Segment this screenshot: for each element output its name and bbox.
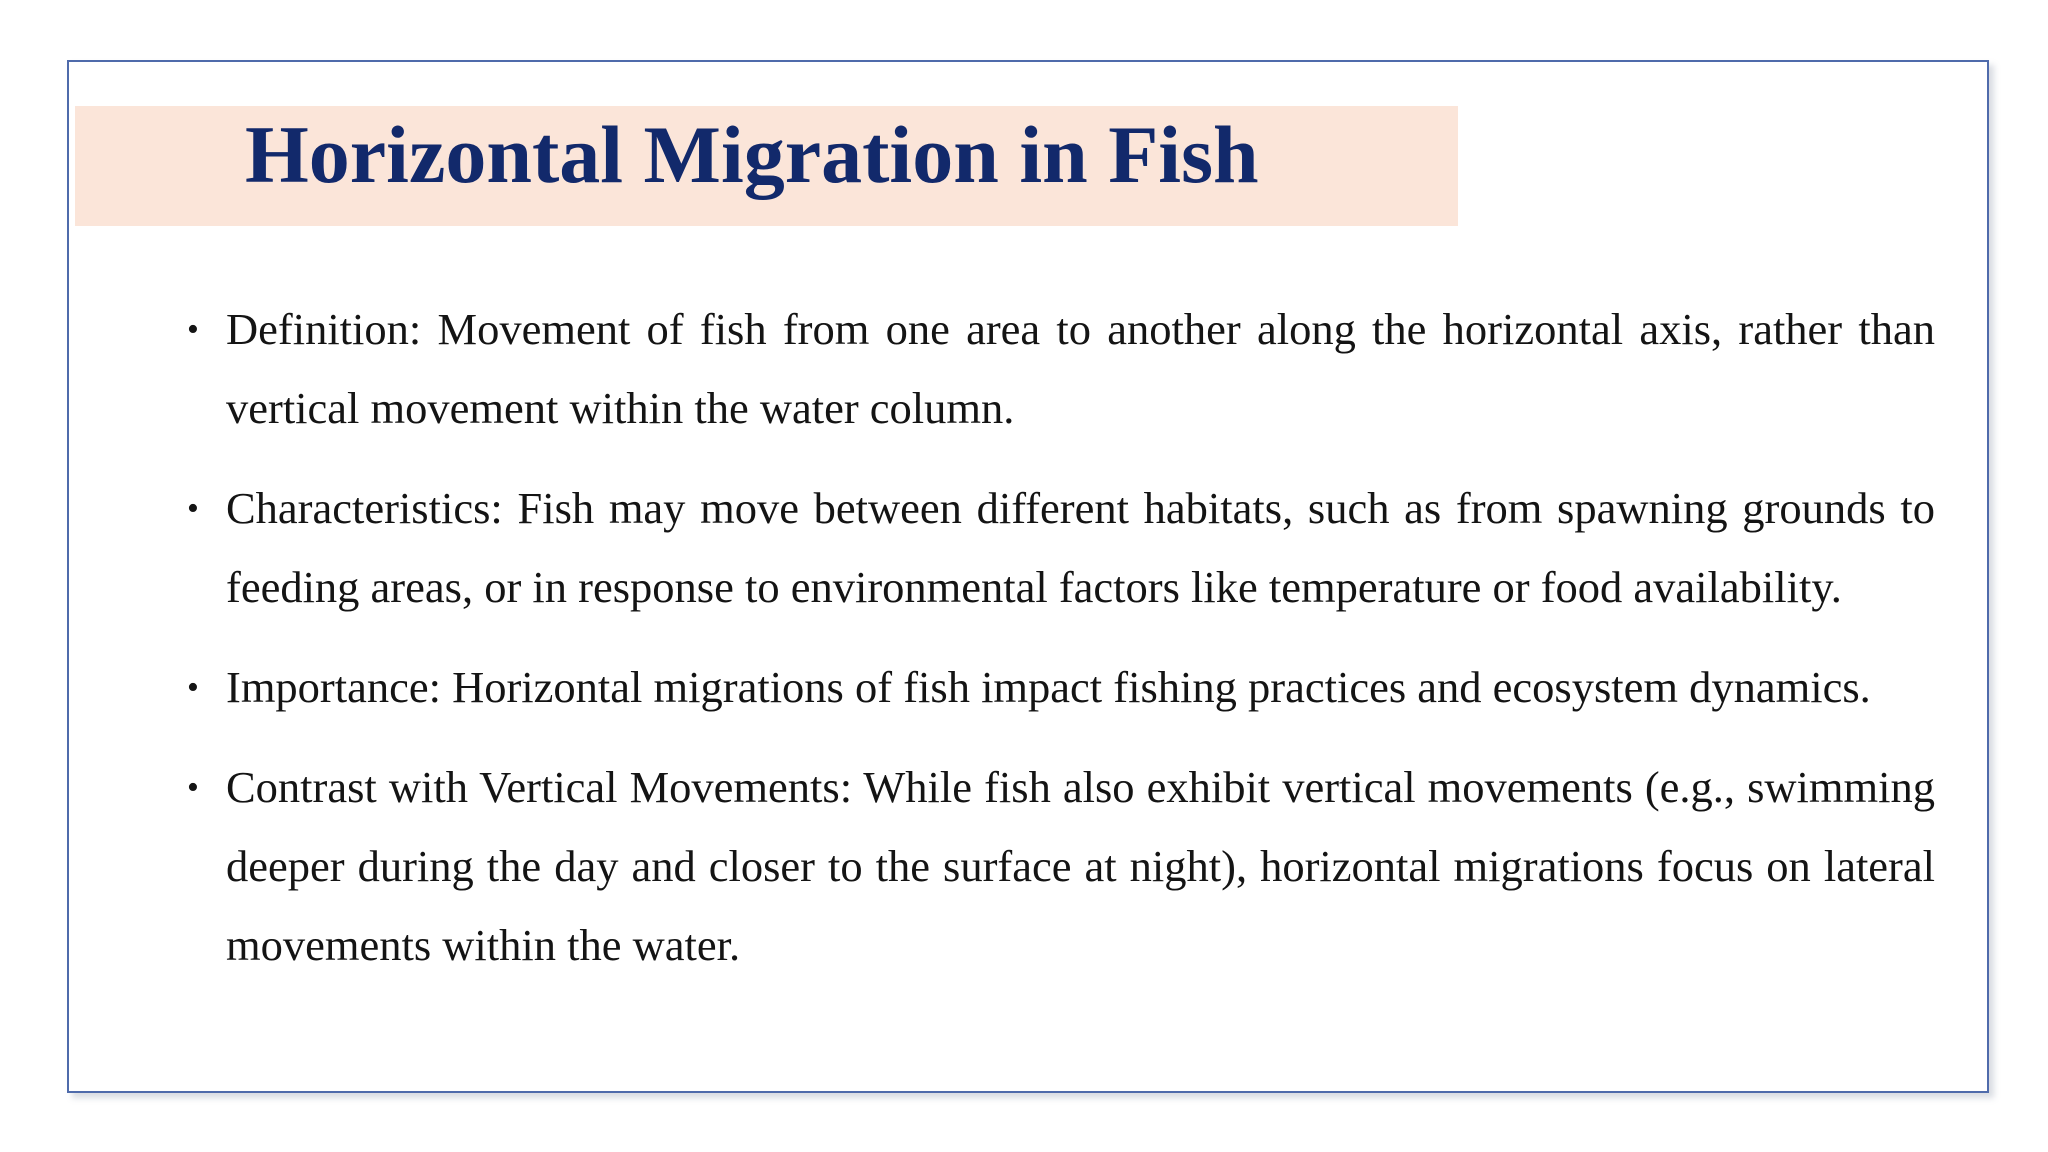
- bullet-list: [159, 290, 1935, 1006]
- bullet-text: Characteristics: Fish may move between different habitats, such as from spawning grounds to feeding areas, or in response to environmental factors like temperature or food availability.: [226, 483, 1935, 612]
- bullet-dot: •: [187, 311, 199, 348]
- bullet-characteristics: [159, 469, 1935, 627]
- bullet-definition: [159, 290, 1935, 448]
- bullet-importance: [159, 648, 1935, 727]
- bullet-text: Contrast with Vertical Movements: While fish also exhibit vertical movements (e.g., swimming deeper during the day and closer to the surface at night), horizontal migrations focus on lateral movements within the water.: [226, 762, 1935, 970]
- bullet-dot: •: [187, 769, 199, 806]
- slide-title: Horizontal Migration in Fish: [245, 109, 1259, 200]
- bullet-text: Definition: Movement of fish from one area to another along the horizontal axis, rather than vertical movement within the water column.: [226, 304, 1935, 433]
- slide-frame: [67, 60, 1989, 1093]
- bullet-dot: •: [187, 669, 199, 706]
- bullet-contrast: [159, 748, 1935, 985]
- bullet-text: Importance: Horizontal migrations of fish impact fishing practices and ecosystem dynamics.: [226, 662, 1871, 712]
- bullet-dot: •: [187, 490, 199, 527]
